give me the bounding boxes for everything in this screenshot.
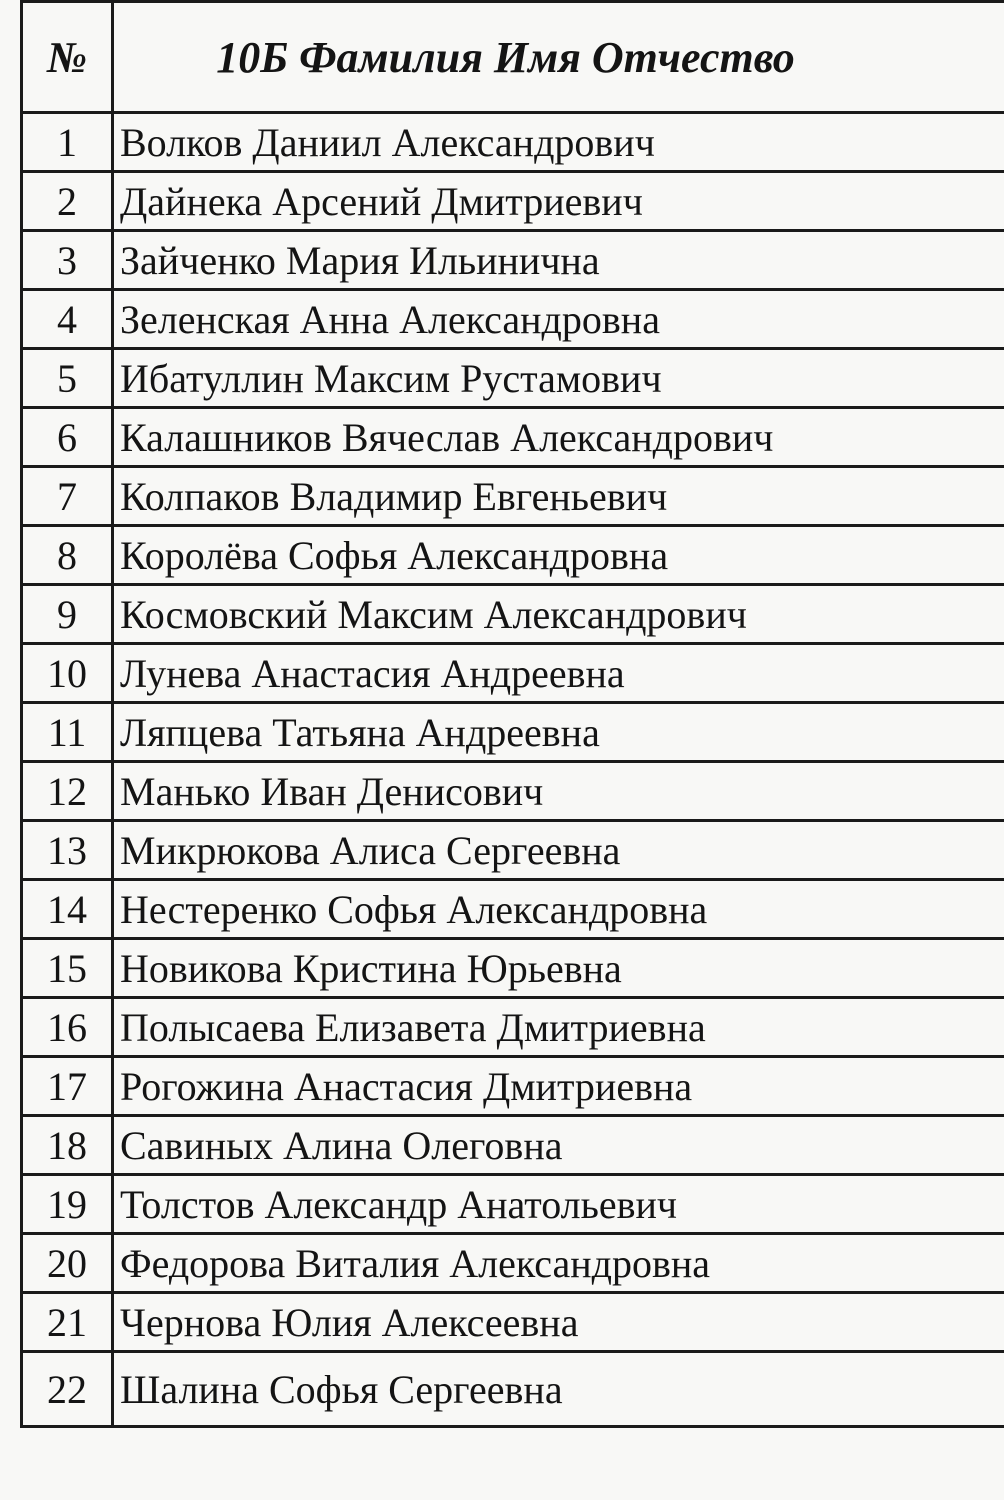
student-name: Ибатуллин Максим Рустамович bbox=[113, 349, 1004, 408]
row-number: 14 bbox=[22, 880, 113, 939]
row-number: 4 bbox=[22, 290, 113, 349]
row-number: 16 bbox=[22, 998, 113, 1057]
table-row bbox=[22, 113, 1004, 172]
student-name: Зайченко Мария Ильинична bbox=[113, 231, 1004, 290]
row-number: 19 bbox=[22, 1175, 113, 1234]
table-body bbox=[22, 113, 1004, 1427]
row-number: 21 bbox=[22, 1293, 113, 1352]
student-name: Полысаева Елизавета Дмитриевна bbox=[113, 998, 1004, 1057]
table-row bbox=[22, 1234, 1004, 1293]
student-roster-table bbox=[20, 0, 1004, 1428]
row-number: 6 bbox=[22, 408, 113, 467]
table-row bbox=[22, 349, 1004, 408]
table-row bbox=[22, 585, 1004, 644]
student-name: Микрюкова Алиса Сергеевна bbox=[113, 821, 1004, 880]
name-column-header: 10Б Фамилия Имя Отчество bbox=[113, 2, 1004, 113]
row-number: 22 bbox=[22, 1352, 113, 1427]
table-row bbox=[22, 998, 1004, 1057]
student-name: Колпаков Владимир Евгеньевич bbox=[113, 467, 1004, 526]
row-number: 10 bbox=[22, 644, 113, 703]
row-number: 7 bbox=[22, 467, 113, 526]
row-number: 3 bbox=[22, 231, 113, 290]
table-row bbox=[22, 1352, 1004, 1427]
student-name: Ляпцева Татьяна Андреевна bbox=[113, 703, 1004, 762]
table-row bbox=[22, 880, 1004, 939]
student-name: Новикова Кристина Юрьевна bbox=[113, 939, 1004, 998]
row-number: 1 bbox=[22, 113, 113, 172]
student-name: Зеленская Анна Александровна bbox=[113, 290, 1004, 349]
table-row bbox=[22, 467, 1004, 526]
student-name: Королёва Софья Александровна bbox=[113, 526, 1004, 585]
row-number: 2 bbox=[22, 172, 113, 231]
student-name: Толстов Александр Анатольевич bbox=[113, 1175, 1004, 1234]
student-name: Федорова Виталия Александровна bbox=[113, 1234, 1004, 1293]
table-row bbox=[22, 762, 1004, 821]
student-name: Нестеренко Софья Александровна bbox=[113, 880, 1004, 939]
table-row bbox=[22, 703, 1004, 762]
student-name: Дайнека Арсений Дмитриевич bbox=[113, 172, 1004, 231]
student-name: Рогожина Анастасия Дмитриевна bbox=[113, 1057, 1004, 1116]
student-name: Савиных Алина Олеговна bbox=[113, 1116, 1004, 1175]
table-row bbox=[22, 1116, 1004, 1175]
row-number: 9 bbox=[22, 585, 113, 644]
row-number: 12 bbox=[22, 762, 113, 821]
table-row bbox=[22, 172, 1004, 231]
row-number: 11 bbox=[22, 703, 113, 762]
table-row bbox=[22, 526, 1004, 585]
table-row bbox=[22, 408, 1004, 467]
student-name: Манько Иван Денисович bbox=[113, 762, 1004, 821]
student-name: Шалина Софья Сергеевна bbox=[113, 1352, 1004, 1427]
table-row bbox=[22, 939, 1004, 998]
table-row bbox=[22, 231, 1004, 290]
row-number: 18 bbox=[22, 1116, 113, 1175]
table-row bbox=[22, 1175, 1004, 1234]
table-header-row bbox=[22, 2, 1004, 113]
student-name: Космовский Максим Александрович bbox=[113, 585, 1004, 644]
row-number: 17 bbox=[22, 1057, 113, 1116]
row-number: 8 bbox=[22, 526, 113, 585]
row-number: 15 bbox=[22, 939, 113, 998]
row-number: 20 bbox=[22, 1234, 113, 1293]
table-row bbox=[22, 644, 1004, 703]
table-row bbox=[22, 1057, 1004, 1116]
student-name: Калашников Вячеслав Александрович bbox=[113, 408, 1004, 467]
row-number: 13 bbox=[22, 821, 113, 880]
student-name: Волков Даниил Александрович bbox=[113, 113, 1004, 172]
table-row bbox=[22, 821, 1004, 880]
table-row bbox=[22, 290, 1004, 349]
table-row bbox=[22, 1293, 1004, 1352]
student-name: Чернова Юлия Алексеевна bbox=[113, 1293, 1004, 1352]
number-column-header: № bbox=[22, 2, 113, 113]
student-name: Лунева Анастасия Андреевна bbox=[113, 644, 1004, 703]
row-number: 5 bbox=[22, 349, 113, 408]
